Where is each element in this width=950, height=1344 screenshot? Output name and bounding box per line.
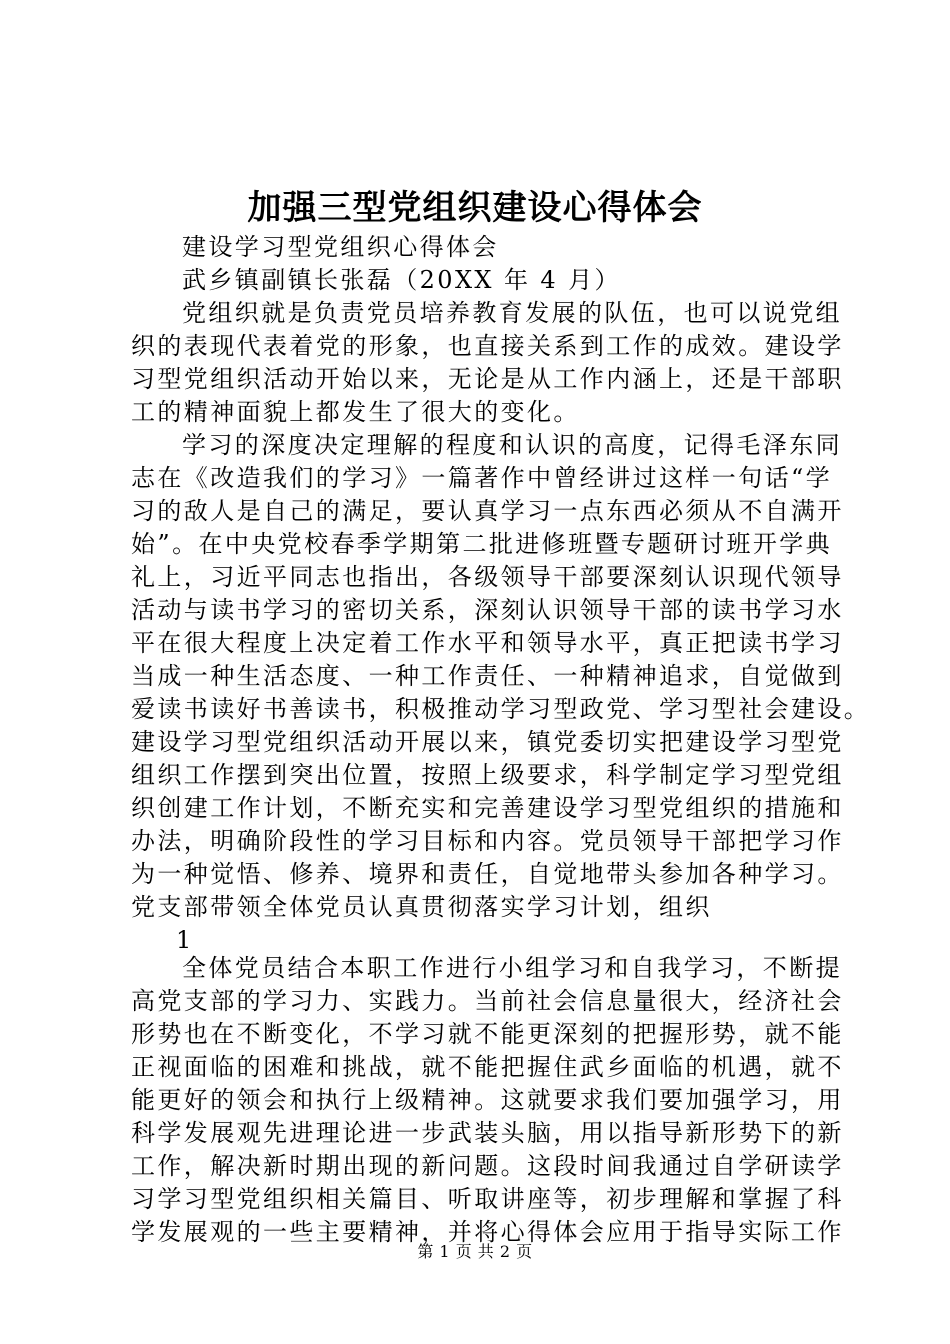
text-line: 工作，解决新时期出现的新问题。这段时间我通过自学研读学 bbox=[131, 1152, 844, 1180]
text-line: 正视面临的困难和挑战，就不能把握住武乡面临的机遇，就不 bbox=[131, 1053, 844, 1081]
text-line: 建设学习型党组织活动开展以来，镇党委切实把建设学习型党 bbox=[131, 728, 844, 756]
text-line: 平在很大程度上决定着工作水平和领导水平，真正把读书学习 bbox=[131, 629, 844, 657]
text-line: 爱读书读好书善读书，积极推动学习型政党、学习型社会建设。 bbox=[131, 695, 871, 723]
text-line: 办法，明确阶段性的学习目标和内容。党员领导干部把学习作 bbox=[131, 827, 844, 855]
document-title: 加强三型党组织建设心得体会 bbox=[247, 188, 703, 228]
text-line: 活动与读书学习的密切关系，深刻认识领导干部的读书学习水 bbox=[131, 596, 844, 624]
text-line: 党支部带领全体党员认真贯彻落实学习计划，组织 bbox=[131, 893, 712, 921]
text-line: 为一种觉悟、修养、境界和责任，自觉地带头参加各种学习。 bbox=[131, 860, 844, 888]
text-line: 志在《改造我们的学习》一篇著作中曾经讲过这样一句话“学 bbox=[131, 464, 833, 492]
text-line: 织的表现代表着党的形象，也直接关系到工作的成效。建设学 bbox=[131, 332, 844, 360]
page-footer: 第 1 页 共 2 页 bbox=[417, 1242, 533, 1261]
text-line: 学习的深度决定理解的程度和认识的高度，记得毛泽东同 bbox=[182, 431, 842, 459]
text-line: 习型党组织活动开始以来，无论是从工作内涵上，还是干部职 bbox=[131, 365, 844, 393]
text-line: 能更好的领会和执行上级精神。这就要求我们要加强学习，用 bbox=[131, 1086, 844, 1114]
text-line: 高党支部的学习力、实践力。当前社会信息量很大，经济社会 bbox=[131, 987, 844, 1015]
text-line: 习学习型党组织相关篇目、听取讲座等，初步理解和掌握了科 bbox=[131, 1185, 844, 1213]
text-line: 始”。在中央党校春季学期第二批进修班暨专题研讨班开学典 bbox=[131, 530, 833, 558]
text-line: 习的敌人是自己的满足，要认真学习一点东西必须从不自满开 bbox=[131, 497, 844, 525]
text-line: 组织工作摆到突出位置，按照上级要求，科学制定学习型党组 bbox=[131, 761, 844, 789]
text-line: 建设学习型党组织心得体会 bbox=[182, 233, 499, 261]
text-line: 科学发展观先进理论进一步武装头脑，用以指导新形势下的新 bbox=[131, 1119, 844, 1147]
text-line: 当成一种生活态度、一种工作责任、一种精神追求，自觉做到 bbox=[131, 662, 844, 690]
text-line: 全体党员结合本职工作进行小组学习和自我学习，不断提 bbox=[182, 954, 842, 982]
text-line: 形势也在不断变化，不学习就不能更深刻的把握形势，就不能 bbox=[131, 1020, 844, 1048]
document-body bbox=[131, 231, 871, 1249]
text-line: 学发展观的一些主要精神，并将心得体会应用于指导实际工作 bbox=[131, 1218, 844, 1246]
text-line: 织创建工作计划，不断充实和完善建设学习型党组织的措施和 bbox=[131, 794, 844, 822]
body-lines-after bbox=[131, 952, 843, 1249]
text-line: 武乡镇副镇长张磊（20XX 年 4 月） bbox=[182, 266, 621, 294]
text-line: 礼上，习近平同志也指出，各级领导干部要深刻认识现代领导 bbox=[131, 563, 844, 591]
text-line: 工的精神面貌上都发生了很大的变化。 bbox=[131, 398, 580, 426]
page-marker: 1 bbox=[176, 926, 194, 954]
body-lines-before bbox=[131, 231, 871, 924]
text-line: 党组织就是负责党员培养教育发展的队伍，也可以说党组 bbox=[182, 299, 842, 327]
